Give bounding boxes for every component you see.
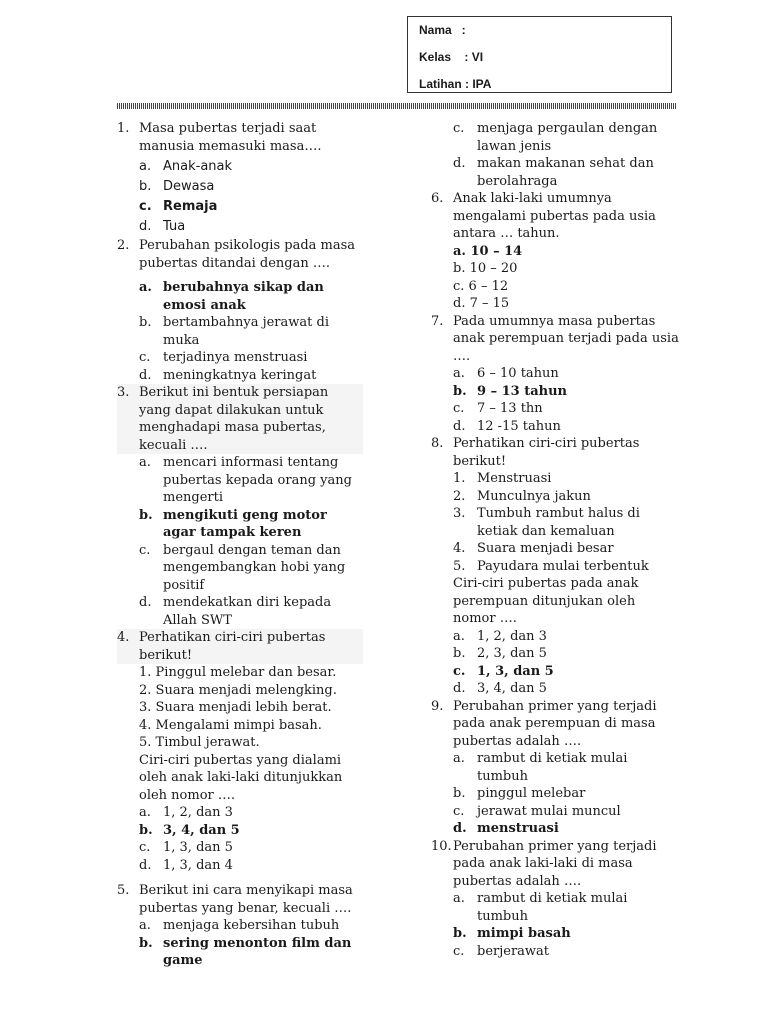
question-text: Perubahan psikologis pada masa pubertas ditandai dengan …. bbox=[139, 238, 356, 271]
option-b: b. 2, 3, dan 5 bbox=[453, 646, 547, 661]
question-prompt: Ciri-ciri pubertas yang dialami oleh anak laki-laki ditunjukkan oleh nomor …. bbox=[139, 752, 343, 803]
option-b: b. 3, 4, dan 5 bbox=[139, 822, 240, 838]
option-a: a. rambut di ketiak mulai tumbuh bbox=[453, 751, 628, 784]
question-number: 7. bbox=[431, 313, 444, 329]
question-9 bbox=[431, 698, 681, 751]
question-number: 5. bbox=[117, 883, 130, 898]
statement-item: 4. Suara menjadi besar bbox=[453, 541, 614, 556]
left-column bbox=[117, 120, 363, 970]
question-prompt: Ciri-ciri pubertas pada anak perempuan ditunjukan oleh nomor …. bbox=[453, 576, 639, 626]
option-d: d. Tua bbox=[139, 219, 186, 234]
option-d: d. menstruasi bbox=[453, 821, 559, 836]
question-text: Anak laki-laki umumnya mengalami pubertas pada usia antara … tahun. bbox=[453, 191, 656, 241]
question-text: Perubahan primer yang terjadi pada anak laki-laki di masa pubertas adalah …. bbox=[453, 838, 657, 889]
question-number: 4. bbox=[117, 630, 130, 645]
option-c: c. menjaga pergaulan dengan lawan jenis bbox=[453, 121, 658, 154]
statement-item: 1. Pinggul melebar dan besar. bbox=[139, 665, 337, 680]
option-c: c. jerawat mulai muncul bbox=[453, 803, 621, 819]
option-c: c. bergaul dengan teman dan mengembangkan hobi yang positif bbox=[139, 542, 346, 593]
question-number: 9. bbox=[431, 698, 444, 714]
option-a: a. Anak-anak bbox=[139, 159, 233, 174]
question-2 bbox=[117, 237, 363, 272]
option-a: a. 1, 2, dan 3 bbox=[139, 805, 233, 820]
question-8 bbox=[431, 435, 681, 470]
option-d: d. makan makanan sehat dan berolahraga bbox=[453, 156, 654, 189]
option-a: a. mencari informasi tentang pubertas kepada orang yang mengerti bbox=[139, 455, 352, 505]
option-d: d. 3, 4, dan 5 bbox=[453, 681, 547, 696]
option-b: b. pinggul melebar bbox=[453, 786, 586, 801]
option-c: c. 1, 3, dan 5 bbox=[453, 663, 554, 679]
statement-item: 1. Menstruasi bbox=[453, 471, 552, 486]
option-b: b. sering menonton film dan game bbox=[139, 935, 352, 968]
statement-item: 5. Timbul jerawat. bbox=[139, 735, 260, 750]
question-number: 1. bbox=[117, 121, 130, 136]
option-c: c. 6 – 12 bbox=[453, 278, 509, 294]
option-c: c. 7 – 13 thn bbox=[453, 401, 543, 416]
option-a: a. berubahnya sikap dan emosi anak bbox=[139, 280, 324, 313]
question-number: 3. bbox=[117, 385, 130, 400]
question-5 bbox=[117, 882, 363, 917]
statement-item: 3. Suara menjadi lebih berat. bbox=[139, 700, 332, 715]
right-column bbox=[431, 120, 681, 960]
option-a: a. 6 – 10 tahun bbox=[453, 366, 559, 381]
question-3 bbox=[117, 384, 363, 454]
option-b: b. bertambahnya jerawat di muka bbox=[139, 315, 329, 348]
option-c: c. terjadinya menstruasi bbox=[139, 350, 308, 365]
statement-item: 3. Tumbuh rambut halus di ketiak dan kemaluan bbox=[453, 506, 640, 539]
statement-item: 4. Mengalami mimpi basah. bbox=[139, 717, 322, 733]
question-text: Pada umumnya masa pubertas anak perempuan terjadi pada usia …. bbox=[453, 313, 679, 364]
option-c: c. berjerawat bbox=[453, 943, 550, 959]
question-4 bbox=[117, 629, 363, 664]
statement-item: 2. Munculnya jakun bbox=[453, 488, 591, 504]
question-1 bbox=[117, 120, 363, 155]
question-text: Masa pubertas terjadi saat manusia memasuki masa…. bbox=[139, 121, 322, 154]
question-text: Perhatikan ciri-ciri pubertas berikut! bbox=[139, 630, 326, 663]
option-c: c. 1, 3, dan 5 bbox=[139, 840, 233, 855]
question-number: 8. bbox=[431, 436, 444, 451]
option-a: a. 1, 2, dan 3 bbox=[453, 628, 547, 644]
question-number: 2. bbox=[117, 238, 130, 253]
class-label: Kelas : VI bbox=[419, 50, 484, 64]
option-d: d. mendekatkan diri kepada Allah SWT bbox=[139, 595, 332, 628]
question-text: Berikut ini bentuk persiapan yang dapat dilakukan untuk menghadapi masa pubertas, kecuali …. bbox=[139, 385, 329, 453]
question-text: Perubahan primer yang terjadi pada anak perempuan di masa pubertas adalah …. bbox=[453, 698, 657, 749]
option-b: b. 10 – 20 bbox=[453, 261, 518, 276]
question-number: 6. bbox=[431, 191, 444, 206]
option-d: d. 12 -15 tahun bbox=[453, 418, 561, 434]
question-10 bbox=[431, 838, 681, 891]
statement-item: 5. Payudara mulai terbentuk bbox=[453, 558, 649, 574]
option-a: a. 10 – 14 bbox=[453, 243, 523, 259]
option-d: d. 1, 3, dan 4 bbox=[139, 857, 233, 873]
statement-item: 2. Suara menjadi melengking. bbox=[139, 682, 337, 698]
option-d: d. meningkatnya keringat bbox=[139, 367, 317, 383]
option-b: b. 9 – 13 tahun bbox=[453, 383, 567, 399]
question-6 bbox=[431, 190, 681, 243]
option-c: c. Remaja bbox=[139, 199, 218, 214]
question-7 bbox=[431, 313, 681, 366]
separator-line bbox=[117, 103, 676, 109]
option-b: b. mimpi basah bbox=[453, 926, 571, 941]
option-b: b. mengikuti geng motor agar tampak keren bbox=[139, 507, 327, 540]
student-info-box bbox=[407, 16, 672, 93]
option-a: a. menjaga kebersihan tubuh bbox=[139, 918, 340, 933]
name-label: Nama : bbox=[419, 23, 466, 37]
question-text: Berikut ini cara menyikapi masa pubertas yang benar, kecuali …. bbox=[139, 883, 353, 916]
exercise-label: Latihan : IPA bbox=[419, 77, 492, 91]
option-d: d. 7 – 15 bbox=[453, 296, 510, 311]
option-a: a. rambut di ketiak mulai tumbuh bbox=[453, 891, 628, 924]
option-b: b. Dewasa bbox=[139, 179, 215, 194]
question-number: 10. bbox=[431, 838, 452, 854]
question-text: Perhatikan ciri-ciri pubertas berikut! bbox=[453, 436, 640, 469]
